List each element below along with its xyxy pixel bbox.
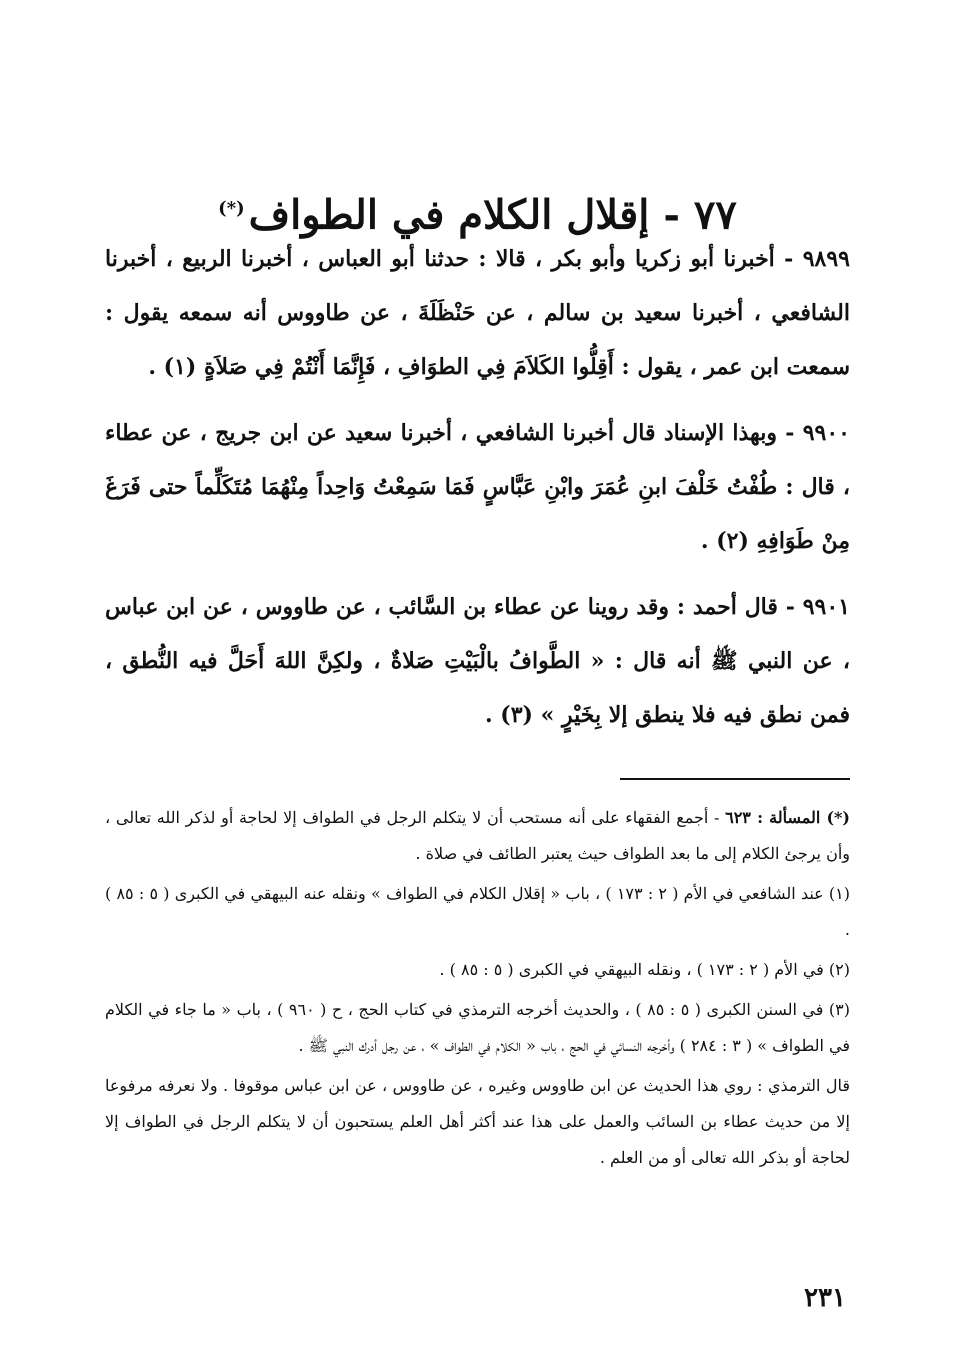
chapter-title-text: ٧٧ - إقلال الكلام في الطواف: [248, 191, 737, 239]
footnotes: [105, 800, 850, 1180]
hadith-paragraph-9901: ٩٩٠١ - قال أحمد : وقد روينا عن عطاء بن السَّائب ، عن طاووس ، عن ابن عباس ، عن النبي ﷺ أنه قال : « الطَّوافُ بالْبَيْتِ صَلاةٌ ، ولكِنَّ اللهَ أَحَلَّ فيه النُّطق ، فمن نطق فيه فلا ينطق إلا بِخَيْرٍ » (٣) .: [105, 594, 850, 728]
footnote-star-label: (*) المسألة : ٦٢٣: [725, 808, 850, 827]
book-page: [105, 0, 850, 1371]
hadith-paragraph-9899: ٩٨٩٩ - أخبرنا أبو زكريا وأبو بكر ، قالا : حدثنا أبو العباس ، أخبرنا الربيع ، أخبرنا الشافعي ، أخبرنا سعيد بن سالم ، عن حَنْظَلَةَ ، عن طاووس أنه سمعه يقول : سمعت ابن عمر ، يقول : أَقِلُّوا الكَلاَمَ فِي الطوَافِ ، فَإِنَّمَا أَنْتُمْ فِي صَلاَةٍ (١) .: [105, 246, 850, 380]
footnote-divider: [620, 778, 850, 780]
hadith-paragraph-9900: ٩٩٠٠ - وبهذا الإسناد قال أخبرنا الشافعي ، أخبرنا سعيد عن ابن جريج ، عن عطاء ، قال : طُفْتُ خَلْفَ ابنِ عُمَرَ وابْنِ عَبَّاسٍ فَمَا سَمِعْتُ وَاحِداً مِنْهُمَا مُتَكَلِّماً حتى فَرَغَ مِنْ طَوَافِهِ (٢) .: [105, 420, 851, 554]
footnote-2: (٢) في الأم ( ٢ : ١٧٣ ) ، ونقله البيهقي في الكبرى ( ٥ : ٨٥ ) .: [439, 960, 850, 979]
footnote-3: (٣) في السنن الكبرى ( ٥ : ٨٥ ) ، والحديث أخرجه الترمذي في كتاب الحج ، ح ( ٩٦٠ ) ، باب « ما جاء في الكلام في الطواف » ( ٣ : ٢٨٤ ) وأخرجه النسائي في الحج ، باب « الكلام في الطواف » ، عن رجل أدرك النبي ﷺ .: [105, 1000, 851, 1055]
main-text: [105, 232, 850, 754]
footnote-1: (١) عند الشافعي في الأم ( ٢ : ١٧٣ ) ، باب « إقلال الكلام في الطواف » ونقله عنه البيهقي في الكبرى ( ٥ : ٨٥ ) .: [105, 884, 851, 939]
footnote-star-text: - أجمع الفقهاء على أنه مستحب أن لا يتكلم الرجل في الطواف إلا لحاجة أو لذكر الله تعالى ، وأن يرجئ الكلام إلى ما بعد الطواف حيث يعتبر الطائف في صلاة .: [105, 808, 850, 863]
footnote-tirmidhi-note: قال الترمذي : روي هذا الحديث عن ابن طاووس وغيره ، عن طاووس ، عن ابن عباس موقوفا . ولا نعرفه مرفوعا إلا من حديث عطاء بن السائب والعمل على هذا عند أكثر أهل العلم يستحبون أن لا يتكلم الرجل في الطواف إلا لحاجة أو بذكر الله تعالى أو من العلم .: [105, 1076, 850, 1167]
title-footnote-marker: (*): [218, 197, 245, 219]
page-number: ٢٣١: [804, 1283, 846, 1313]
footnote-star: [105, 800, 850, 872]
